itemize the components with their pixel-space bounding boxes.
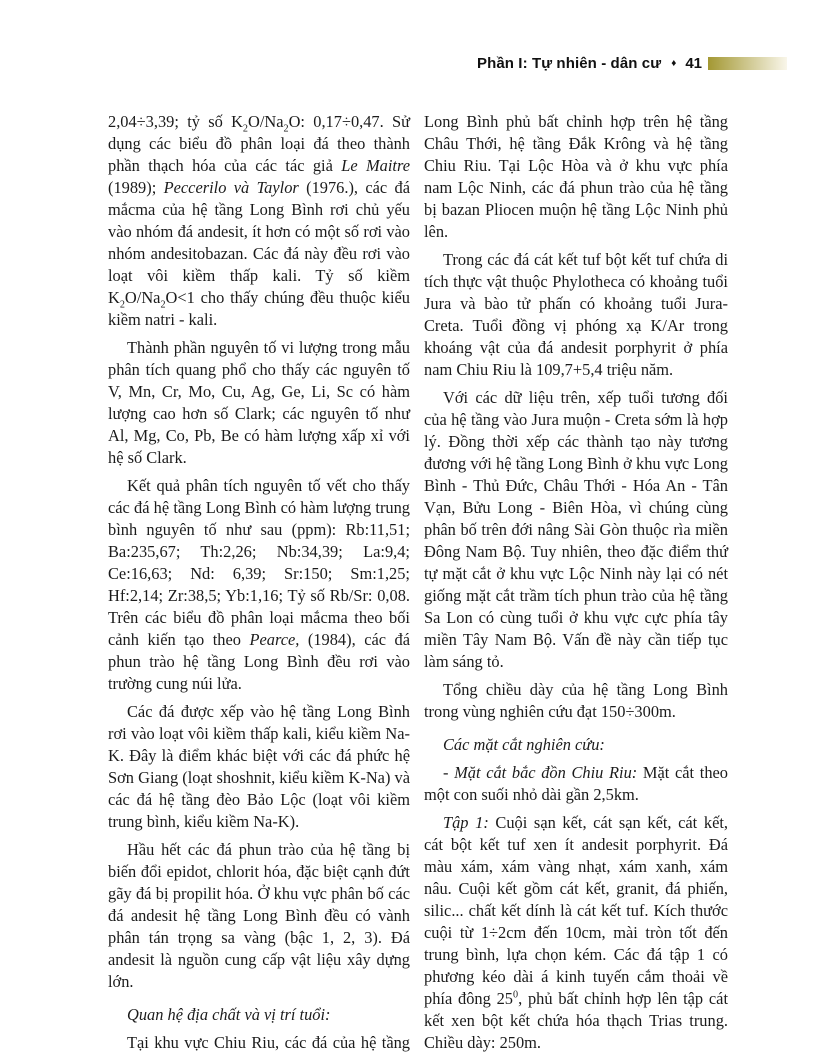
paragraph: Tổng chiều dày của hệ tầng Long Bình trong vùng nghiên cứu đạt 150÷300m. (424, 680, 728, 721)
paragraph: Hầu hết các đá phun trào của hệ tầng bị biến đổi epidot, chlorit hóa, đặc biệt cạnh đứt gãy đá bị propilit hóa. Ở khu vực phân bố các đá andesit hệ tầng Long Bình đều có vành phân tán trọng sa vàng (bậc 1, 2, 3). Đá andesit là nguồn cung cấp vật liệu xây dựng lớn. (108, 840, 410, 991)
paragraph: Tại khu vực Chiu Riu, các đá của hệ tầng (127, 1033, 410, 1052)
header-title: Phần I: Tự nhiên - dân cư (476, 55, 662, 72)
page-header (477, 55, 787, 72)
paragraph: Các đá được xếp vào hệ tầng Long Bình rơi vào loạt vôi kiềm thấp kali, kiểu kiềm Na-K. Đây là điểm khác biệt với các đá phức hệ Sơn Giang (loạt shoshnit, kiểu kiềm K-Na) và các đá hệ tầng đèo Bảo Lộc (loạt vôi kiềm trung bình, kiểu kiềm Na-K). (108, 702, 410, 831)
paragraph: Kết quả phân tích nguyên tố vết cho thấy các đá hệ tầng Long Bình có hàm lượng trung bình nguyên tố như sau (ppm): Rb:11,51; Ba:235,67; Th:2,26; Nb:34,39; La:9,4; Ce:16,63; Nd: 6,39; Sr:150; Sm:1,25; Hf:2,14; Zr:38,5; Yb:1,16; Tỷ số Rb/Sr: 0,08. Trên các biểu đồ phân loại mắcma theo bối cảnh kiến tạo theo Pearce, (1984), các đá phun trào hệ tầng Long Bình đều rơi vào trường cung núi lửa. (108, 476, 411, 693)
left-column (108, 111, 410, 1056)
paragraph: - Mặt cắt bắc đồn Chiu Riu: Mặt cắt theo một con suối nhỏ dài gần 2,5km. (424, 763, 728, 804)
paragraph: Thành phần nguyên tố vi lượng trong mẫu phân tích quang phổ cho thấy các nguyên tố V, Mn, Cr, Mo, Cu, Ag, Ge, Li, Sc có hàm lượng cao hơn số Clark; các nguyên tố như Al, Mg, Co, Pb, Be có hàm lượng xấp xỉ với hệ số Clark. (108, 338, 410, 467)
paragraph: Với các dữ liệu trên, xếp tuổi tương đối của hệ tầng vào Jura muộn - Creta sớm là hợp lý. Đồng thời xếp các thành tạo này tương đương với hệ tầng Long Bình ở khu vực Long Bình - Thủ Đức, Châu Thới - Hóa An - Tân Vạn, Bửu Long - Biên Hòa, vì chúng cùng phân bố trên đới nâng Sài Gòn thuộc rìa miền Đông Nam Bộ. Tuy nhiên, theo đặc điểm thứ tự mặt cắt ở khu vực Lộc Ninh này lại có nét giống mặt cắt trầm tích phun trào của hệ tầng Sa Lon có cùng tuổi ở khu vực cực phía tây miền Tây Nam Bộ. Vấn đề này cần tiếp tục làm sáng tỏ. (424, 388, 728, 671)
right-column (424, 111, 728, 1056)
header-gradient-bar (708, 57, 787, 70)
header-page-number: 41 (685, 55, 702, 72)
paragraph: Tập 1: Cuội sạn kết, cát sạn kết, cát kết, cát bột kết tuf xen ít andesit porphyrit. Đá màu xám, xám vàng nhạt, xám xanh, xám nâu. Cuội kết gồm cát kết, granit, đá phiến, silic... chất kết dính là cát kết tuf. Kích thước cuội từ 1÷2cm đến 10cm, mài tròn tốt đến trung bình, lựa chọn kém. Các đá tập 1 có phương kéo dài á kinh tuyến cắm thoải về phía đông $25^0$, phủ bất chỉnh hợp lên tập cát kết xen bột kết chứa hóa thạch Trias trung. Chiều dày: 250m. (424, 813, 728, 1052)
section-heading: Quan hệ địa chất và vị trí tuổi: (127, 1005, 331, 1024)
two-column-text (108, 111, 728, 1056)
paragraph: 2,04÷3,39; tỷ số $K_2O/Na_2O$: 0,17÷0,47. Sử dụng các biểu đồ phân loại đá theo thành phần thạch hóa của các tác giả Le Maitre (1989); Peccerilo và Taylor (1976.), các đá mắcma của hệ tầng Long Bình rơi chủ yếu vào nhóm đá andesit, ít hơn có một số rơi vào nhóm andesitobazan. Các đá này đều rơi vào loạt vôi kiềm thấp kali. Tỷ số kiềm $K_2O/Na_2O<1$ cho thấy chúng đều thuộc kiểu kiềm natri - kali. (108, 112, 411, 329)
paragraph: Trong các đá cát kết tuf bột kết tuf chứa di tích thực vật thuộc Phylotheca có khoảng tuổi Jura và bào tử phấn có khoảng tuổi Jura-Creta. Tuổi đồng vị phóng xạ K/Ar trong khoáng vật của đá andesit porphyrit ở phía nam Chiu Riu là 109,7+5,4 triệu năm. (424, 250, 728, 379)
section-heading: Các mặt cắt nghiên cứu: (443, 735, 605, 754)
paragraph: Long Bình phủ bất chỉnh hợp trên hệ tầng Châu Thới, hệ tầng Đắk Krông và hệ tầng Chiu Riu. Tại Lộc Hòa và ở khu vực phía nam Lộc Ninh, các đá phun trào của hệ tầng bị bazan Pliocen muộn hệ tầng Lộc Ninh phủ lên. (424, 112, 728, 241)
diamond-icon: ♦ (671, 58, 677, 69)
